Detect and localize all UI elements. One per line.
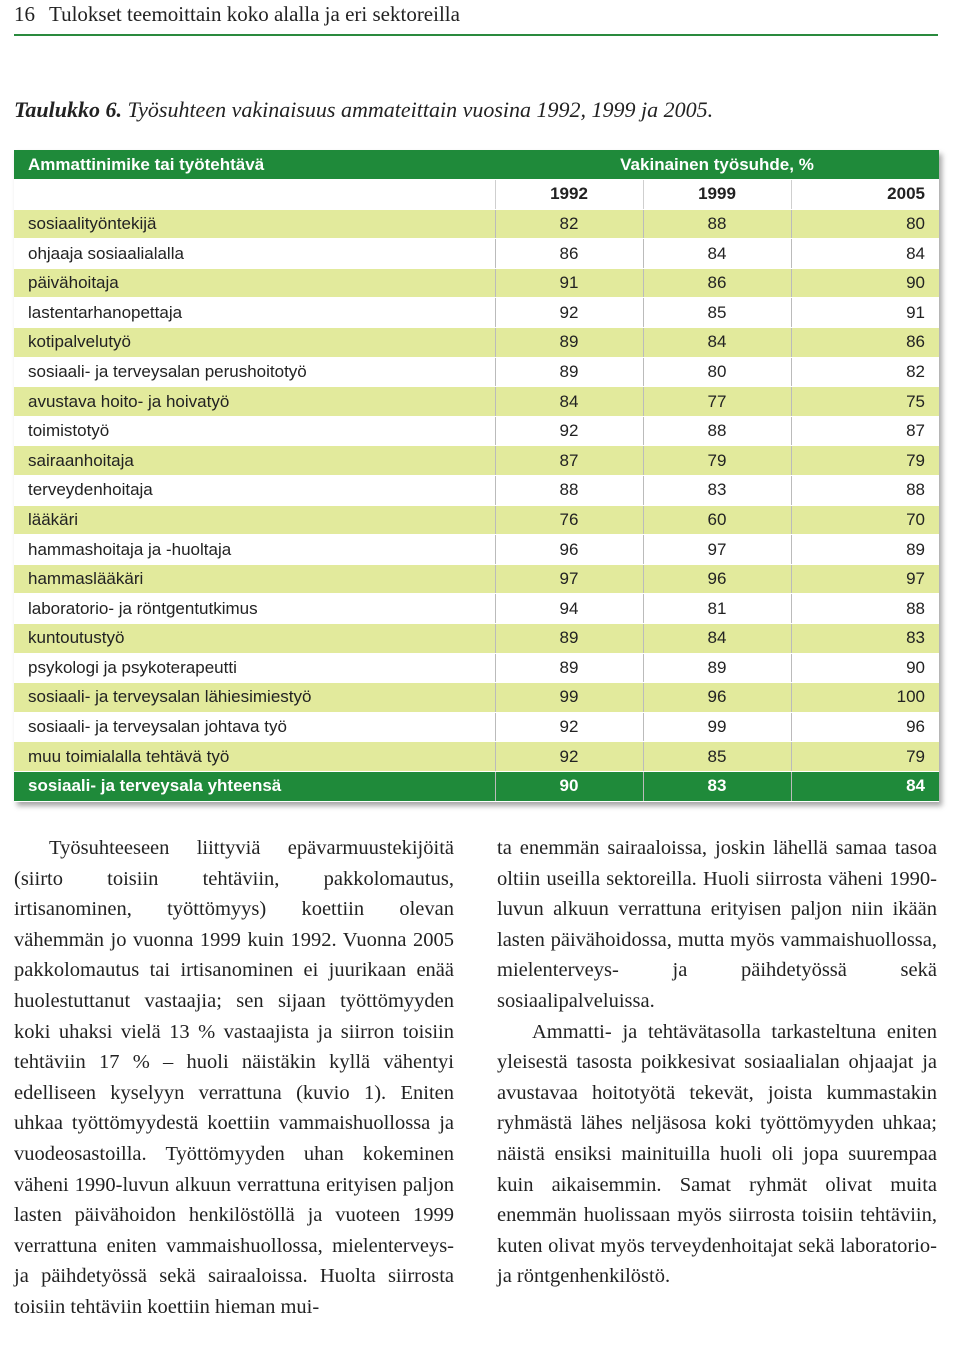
row-value-2005: 79 bbox=[791, 446, 939, 476]
row-value-1992: 92 bbox=[495, 416, 643, 446]
row-value-1992: 94 bbox=[495, 594, 643, 624]
row-value-2005: 88 bbox=[791, 476, 939, 506]
total-value-1999: 83 bbox=[643, 771, 791, 801]
row-value-1992: 92 bbox=[495, 298, 643, 328]
table-body bbox=[14, 209, 939, 771]
table-caption bbox=[14, 95, 944, 125]
table-row bbox=[14, 742, 939, 772]
table-row bbox=[14, 416, 939, 446]
row-value-2005: 80 bbox=[791, 209, 939, 239]
row-value-1999: 85 bbox=[643, 742, 791, 772]
row-value-1999: 81 bbox=[643, 594, 791, 624]
table-row bbox=[14, 653, 939, 683]
year-header-1999: 1999 bbox=[643, 180, 791, 210]
row-value-1992: 97 bbox=[495, 564, 643, 594]
caption-text: Työsuhteen vakinaisuus ammateittain vuosina 1992, 1999 ja 2005. bbox=[127, 97, 714, 122]
row-label: sairaanhoitaja bbox=[14, 446, 495, 476]
row-value-1999: 97 bbox=[643, 535, 791, 565]
row-value-1999: 85 bbox=[643, 298, 791, 328]
row-value-2005: 96 bbox=[791, 712, 939, 742]
row-value-1992: 87 bbox=[495, 446, 643, 476]
table-row bbox=[14, 328, 939, 358]
year-header-row bbox=[14, 180, 939, 210]
total-value-1992: 90 bbox=[495, 771, 643, 801]
row-value-1999: 79 bbox=[643, 446, 791, 476]
table-row bbox=[14, 712, 939, 742]
row-value-1999: 88 bbox=[643, 209, 791, 239]
text-column-right bbox=[497, 833, 937, 1292]
column-header-occupation: Ammattinimike tai työtehtävä bbox=[14, 150, 495, 180]
row-value-2005: 90 bbox=[791, 268, 939, 298]
total-value-2005: 84 bbox=[791, 771, 939, 801]
row-label: laboratorio- ja röntgentutkimus bbox=[14, 594, 495, 624]
row-value-1992: 82 bbox=[495, 209, 643, 239]
row-value-1992: 91 bbox=[495, 268, 643, 298]
row-label: sosiaali- ja terveysalan lähiesimiestyö bbox=[14, 683, 495, 713]
row-value-1992: 89 bbox=[495, 653, 643, 683]
row-value-1992: 92 bbox=[495, 742, 643, 772]
column-header-permanent: Vakinainen työsuhde, % bbox=[495, 150, 939, 180]
running-header bbox=[14, 0, 938, 36]
row-value-2005: 83 bbox=[791, 624, 939, 654]
year-header-2005: 2005 bbox=[791, 180, 939, 210]
row-value-1999: 84 bbox=[643, 624, 791, 654]
total-label: sosiaali- ja terveysala yhteensä bbox=[14, 771, 495, 801]
table-total-row bbox=[14, 771, 939, 801]
row-label: kotipalvelutyö bbox=[14, 328, 495, 358]
row-value-1999: 96 bbox=[643, 683, 791, 713]
row-label: sosiaali- ja terveysalan johtava työ bbox=[14, 712, 495, 742]
row-value-1999: 99 bbox=[643, 712, 791, 742]
row-value-2005: 87 bbox=[791, 416, 939, 446]
table-row bbox=[14, 446, 939, 476]
year-header-blank bbox=[14, 180, 495, 210]
row-value-2005: 70 bbox=[791, 505, 939, 535]
row-value-2005: 88 bbox=[791, 594, 939, 624]
employment-table bbox=[14, 150, 939, 802]
table-row bbox=[14, 209, 939, 239]
row-value-1999: 60 bbox=[643, 505, 791, 535]
row-value-1992: 88 bbox=[495, 476, 643, 506]
table-row bbox=[14, 624, 939, 654]
row-value-1992: 99 bbox=[495, 683, 643, 713]
table-row bbox=[14, 594, 939, 624]
row-label: hammaslääkäri bbox=[14, 564, 495, 594]
row-value-1992: 89 bbox=[495, 357, 643, 387]
row-label: päivähoitaja bbox=[14, 268, 495, 298]
row-value-1999: 80 bbox=[643, 357, 791, 387]
text-column-left bbox=[14, 833, 454, 1323]
row-value-1992: 89 bbox=[495, 624, 643, 654]
row-value-1999: 83 bbox=[643, 476, 791, 506]
row-value-2005: 91 bbox=[791, 298, 939, 328]
section-title: Tulokset teemoittain koko alalla ja eri sektoreilla bbox=[49, 2, 460, 26]
body-paragraph: Ammatti- ja tehtävätasolla tarkasteltuna eniten yleisestä tasosta poikkesivat sosiaalialan ohjaajat ja avustavaa hoitotyötä tekevät, joista kummastakin ryhmästä lähes neljäsosa koki työttömyyden uhkaa; näistä ensiksi mainituilla huoli oli jopa suurempaa kuin aikaisemmin. Samat ryhmät olivat muita enemmän huolissaan myös siirrosta toisiin tehtäviin, kuten olivat myös terveydenhoitajat sekä laboratorio- ja röntgenhenkilöstö. bbox=[497, 1020, 937, 1288]
row-value-2005: 100 bbox=[791, 683, 939, 713]
row-value-1992: 84 bbox=[495, 387, 643, 417]
table-row bbox=[14, 357, 939, 387]
row-value-1992: 96 bbox=[495, 535, 643, 565]
page-number: 16 bbox=[14, 2, 35, 26]
row-value-1999: 86 bbox=[643, 268, 791, 298]
row-label: lääkäri bbox=[14, 505, 495, 535]
body-paragraph: Työsuhteeseen liittyviä epävarmuustekijöitä (siirto toisiin tehtäviin, pakkolomautus, irtisanominen, työttömyys) koettiin olevan vähemmän jo vuonna 1999 kuin 1992. Vuonna 2005 pakkolomautus tai irtisanominen ei juurikaan enää huolestuttanut vastaajia; sen sijaan työttömyyden koki uhaksi vielä 13 % vastaajista ja siirron toisiin tehtäviin 17 % – huoli näistäkin kyllä vähentyi edelliseen kyselyyn verrattuna (kuvio 1). Eniten uhkaa työttömyydestä koettiin vammaishuollossa ja vuodeosastoilla. Työttömyyden uhan kokeminen väheni 1990-luvun alkuun verrattuna erityisen paljon lasten päivähoidon henkilöstöllä ja vuoteen 1999 verrattuna eniten vammaishuollossa, mielenterveys- ja päihdetyössä sekä sairaaloissa. Huolta siirrosta toisiin tehtäviin koettiin hieman mui- bbox=[14, 837, 454, 1318]
body-paragraph: ta enemmän sairaaloissa, joskin lähellä samaa tasoa oltiin useilla sektoreilla. Huoli siirrosta väheni 1990-luvun alkuun verrattuna erityisen paljon niin ikään lasten päivähoidossa, mutta myös vammaishuollossa, mielenterveys- ja päihdetyössä sekä sosiaalipalveluissa. bbox=[497, 837, 937, 1012]
table-row bbox=[14, 476, 939, 506]
row-label: psykologi ja psykoterapeutti bbox=[14, 653, 495, 683]
row-value-1999: 84 bbox=[643, 239, 791, 269]
row-label: lastentarhanopettaja bbox=[14, 298, 495, 328]
row-value-2005: 86 bbox=[791, 328, 939, 358]
row-label: toimistotyö bbox=[14, 416, 495, 446]
row-value-1999: 96 bbox=[643, 564, 791, 594]
row-label: hammashoitaja ja -huoltaja bbox=[14, 535, 495, 565]
table-row bbox=[14, 298, 939, 328]
row-label: muu toimialalla tehtävä työ bbox=[14, 742, 495, 772]
caption-label: Taulukko 6. bbox=[14, 97, 123, 122]
table-row bbox=[14, 268, 939, 298]
row-value-1992: 76 bbox=[495, 505, 643, 535]
row-value-1999: 88 bbox=[643, 416, 791, 446]
row-value-2005: 79 bbox=[791, 742, 939, 772]
table-row bbox=[14, 387, 939, 417]
year-header-1992: 1992 bbox=[495, 180, 643, 210]
row-value-1992: 92 bbox=[495, 712, 643, 742]
row-label: sosiaalityöntekijä bbox=[14, 209, 495, 239]
row-label: terveydenhoitaja bbox=[14, 476, 495, 506]
row-value-2005: 89 bbox=[791, 535, 939, 565]
row-value-1992: 89 bbox=[495, 328, 643, 358]
row-label: ohjaaja sosiaalialalla bbox=[14, 239, 495, 269]
table-row bbox=[14, 683, 939, 713]
table-row bbox=[14, 239, 939, 269]
table-row bbox=[14, 535, 939, 565]
row-value-1999: 89 bbox=[643, 653, 791, 683]
row-value-2005: 84 bbox=[791, 239, 939, 269]
row-value-1999: 84 bbox=[643, 328, 791, 358]
row-value-2005: 75 bbox=[791, 387, 939, 417]
table-row bbox=[14, 564, 939, 594]
row-value-2005: 97 bbox=[791, 564, 939, 594]
row-label: kuntoutustyö bbox=[14, 624, 495, 654]
table-header-row bbox=[14, 150, 939, 180]
row-label: avustava hoito- ja hoivatyö bbox=[14, 387, 495, 417]
row-value-2005: 82 bbox=[791, 357, 939, 387]
row-label: sosiaali- ja terveysalan perushoitotyö bbox=[14, 357, 495, 387]
row-value-1992: 86 bbox=[495, 239, 643, 269]
row-value-2005: 90 bbox=[791, 653, 939, 683]
table-row bbox=[14, 505, 939, 535]
row-value-1999: 77 bbox=[643, 387, 791, 417]
